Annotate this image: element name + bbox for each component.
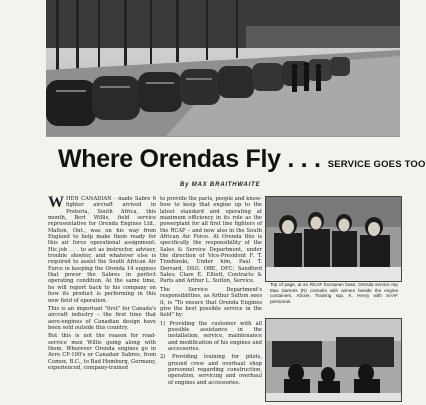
photo-image — [266, 197, 401, 281]
photo-caption: Top of page, at an RCAF European base, Orenda service rep Max Sartoris (R) consults with airmen beside the engine containers. Above, Training sup. K. Henry with SAAF personnel. — [270, 282, 398, 304]
paragraph: to provide the parts, people and know-how to keep that engine up to the latest standard and operating at maximum efficiency in its role as the powerplant for all first line fighters of the RCAF – and now also in the South African Air Force. At Orenda this is specifically the responsibility of the Sales & Service Department, under the direction of Vice-President F. T. Trzebinski, Under him, Paul T. Dorvard, DSO, OBE, DFC; Sandford Sales; Clare E. Elliott, Contracts & Parts and Arthur L. Sutton, Service. — [160, 196, 262, 285]
paragraph-text: HEN CANADIAN - made Sabre 6 fighter aircraft arrived in Pretoria, South Africa, this month, Bert Willis, field service representative for Orenda Engines Ltd., Malton, Ont., was on his way from England to help make them ready for this air force operational assignment. His job . . . to act as instructor, adviser, trouble shooter, and whatever else is required to assist the South African Air Force in keeping the Orenda 14 engines that power the Sabres in perfect operating condition. At the same time, he will report back to his company on how its product is performing in this new field of operation. — [48, 196, 156, 304]
list-item: 1) Providing the customer with all possible assistance in the installation, service, maintenance and modification of his engines and accessories. — [160, 320, 262, 352]
headline — [58, 145, 426, 179]
photo-training-session — [265, 318, 402, 402]
drop-cap: W — [48, 194, 64, 211]
hero-photo-engine-containers — [46, 0, 400, 137]
article-subtitle: SERVICE GOES TOO — [327, 159, 426, 170]
paragraph — [48, 196, 156, 304]
byline: By MAX BRAITHWAITE — [180, 182, 261, 188]
photo-image — [266, 319, 401, 401]
paragraph: This is an important "first" for Canada's aircraft industry – the first time that aero-engines of Canadian design have been sold outside this country. — [48, 305, 156, 331]
photo-service-rep-with-officers — [265, 196, 402, 282]
paragraph: The Service Department's responsibilities, as Arthur Sutton sees it, is "To ensure that Orenda Engines give the best possible service in the field" by: — [160, 286, 262, 319]
paragraph: But this is not the reason for road-service men Willis going along with them. Wherever Orenda engines go in Avro CF-100's or Canadair Sabres, from Comox, B.C., to Bad Homburg, Germany, experienced, company-trained — [48, 333, 156, 371]
hero-photo-image — [46, 0, 400, 136]
list-item: 2) Providing training for pilots, ground crew and overhaul shop personnel regarding construction, operation, servicing and overhaul of engines and accessories. — [160, 354, 262, 386]
article-title: Where Orendas Fly . . . — [58, 145, 321, 173]
article-column-2 — [160, 196, 262, 388]
article-column-1 — [48, 196, 156, 373]
